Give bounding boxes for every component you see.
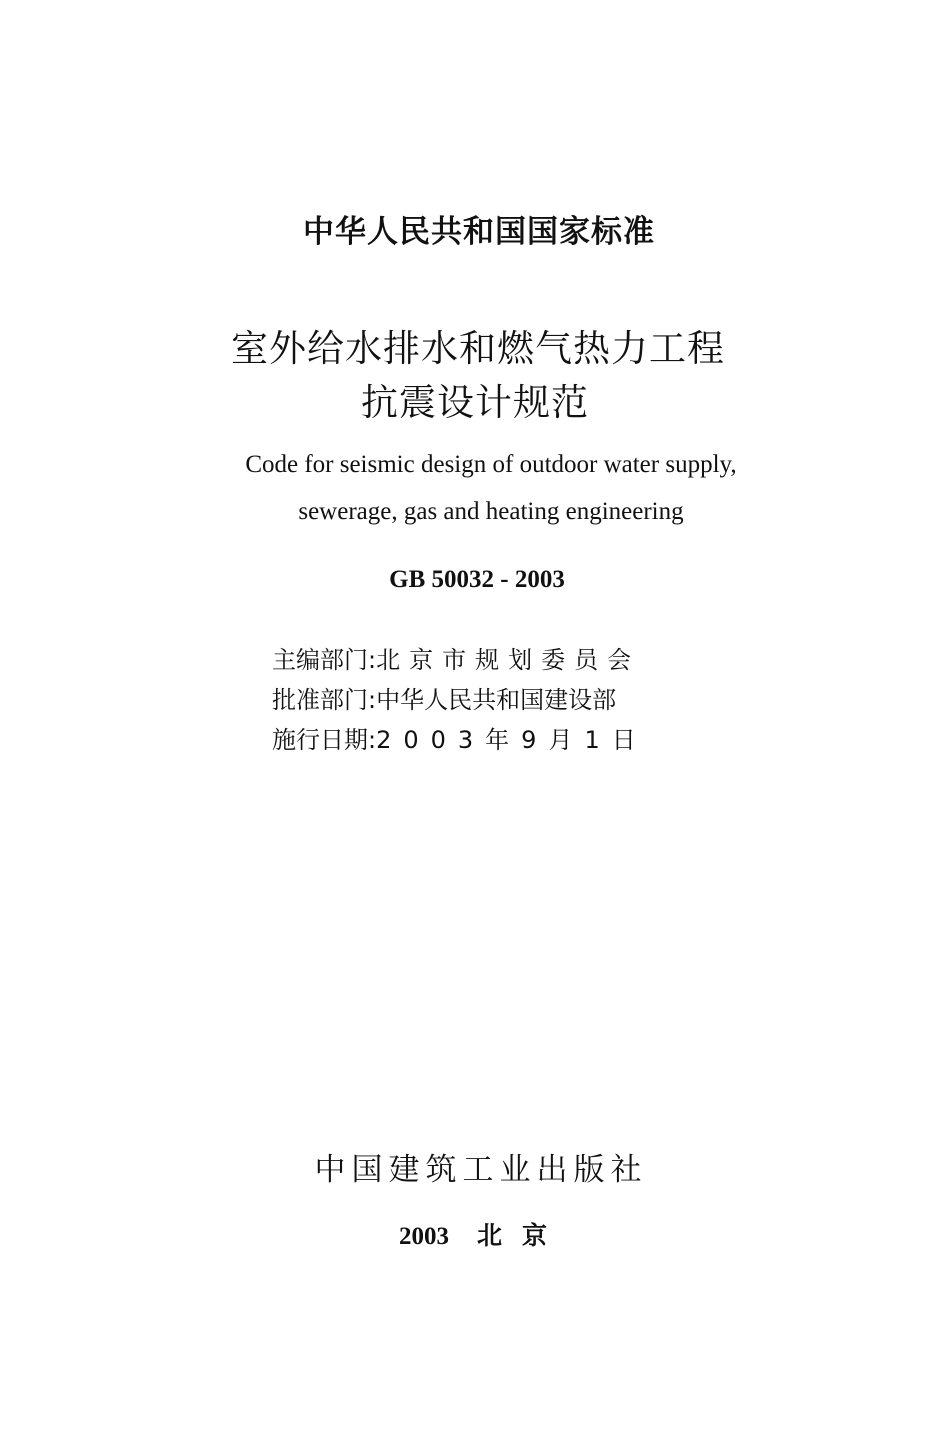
approver-department-label: 批准部门: — [272, 686, 377, 714]
chinese-title-line-2: 抗震设计规范 — [361, 381, 589, 424]
editor-department-row — [272, 640, 640, 675]
standard-code: GB 50032 - 2003 — [389, 566, 565, 593]
publisher-name: 中国建筑工业出版社 — [314, 1152, 648, 1188]
imprint-year: 2003 — [398, 1223, 449, 1250]
effective-date-value: 2003年9月1日 — [376, 726, 648, 754]
approver-department-row — [272, 680, 616, 715]
approver-department-value: 中华人民共和国建设部 — [376, 686, 617, 714]
editor-department-value: 北京市规划委员会 — [376, 646, 641, 674]
english-title-line-1: Code for seismic design of outdoor water supply, — [245, 451, 737, 478]
imprint — [8, 1216, 950, 1252]
imprint-city: 北京 — [476, 1221, 567, 1250]
effective-date-label: 施行日期: — [272, 726, 377, 754]
editor-department-label: 主编部门: — [272, 646, 377, 674]
effective-date-row — [272, 720, 648, 755]
standard-label: 中华人民共和国国家标准 — [303, 214, 655, 250]
english-title-line-2: sewerage, gas and heating engineering — [298, 498, 684, 525]
chinese-title-line-1: 室外给水排水和燃气热力工程 — [231, 327, 725, 370]
